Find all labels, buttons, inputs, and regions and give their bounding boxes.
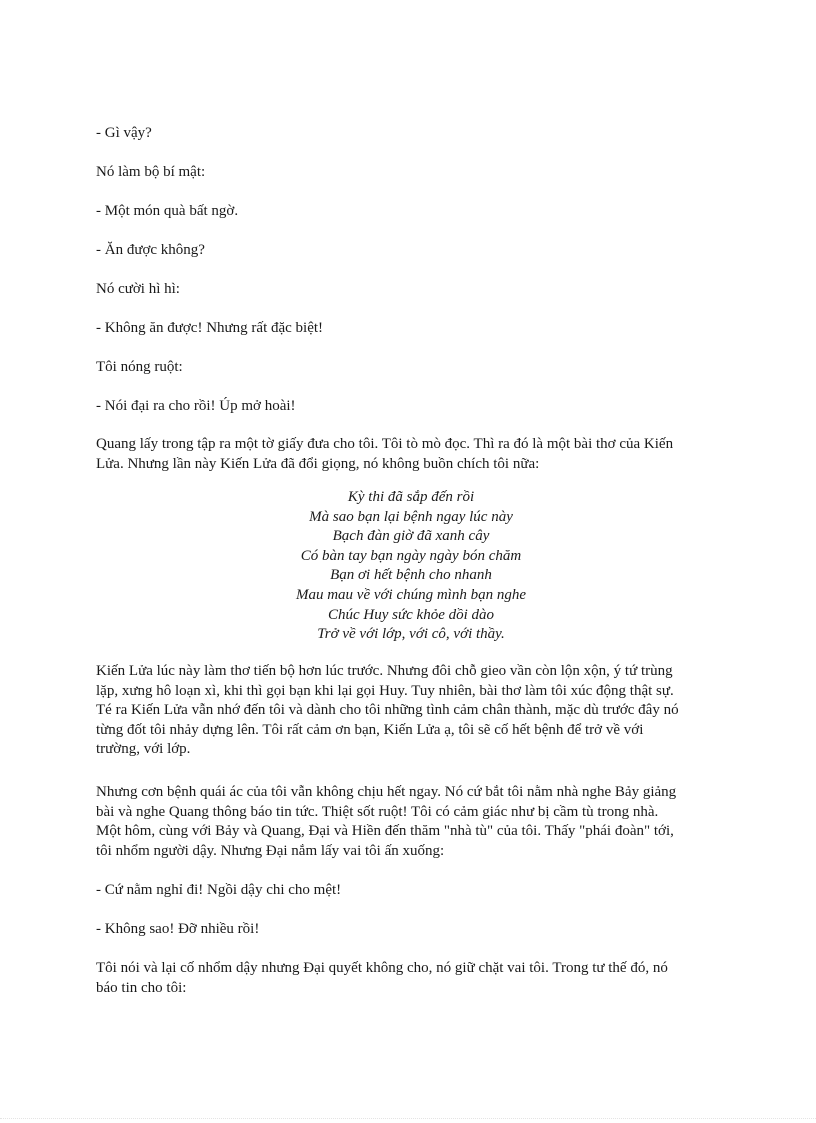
poem-line: Bạch đàn giờ đã xanh cây xyxy=(332,528,490,545)
paragraph-line: tôi nhổm người dậy. Nhưng Đại nắm lấy vai tôi ấn xuống: xyxy=(96,842,445,859)
paragraph-line: trường, với lớp. xyxy=(96,741,191,758)
dialogue-line: - Ăn được không? xyxy=(96,242,205,258)
paragraph xyxy=(96,435,726,474)
page-edge-divider xyxy=(0,1118,816,1119)
paragraph-line: Quang lấy trong tập ra một tờ giấy đưa cho tôi. Tôi tò mò đọc. Thì ra đó là một bài thơ của Kiến xyxy=(96,436,674,452)
paragraph-line: Kiến Lửa lúc này làm thơ tiến bộ hơn lúc trước. Nhưng đôi chỗ gieo vần còn lộn xộn, ý tứ trùng xyxy=(96,663,673,679)
poem-line: Có bàn tay bạn ngày ngày bón chăm xyxy=(300,547,522,564)
poem-line: Mà sao bạn lại bệnh ngay lúc này xyxy=(309,508,513,525)
poem xyxy=(96,488,726,645)
poem-line: Chúc Huy sức khỏe dồi dào xyxy=(327,606,495,623)
dialogue-line: - Nói đại ra cho rồi! Úp mở hoài! xyxy=(96,398,296,414)
poem-line: Bạn ơi hết bệnh cho nhanh xyxy=(330,567,492,584)
poem-line: Mau mau về với chúng mình bạn nghe xyxy=(295,586,527,603)
paragraph-line: Tôi nói và lại cố nhổm dậy nhưng Đại quyết không cho, nó giữ chặt vai tôi. Trong tư thế đó, nó xyxy=(96,960,668,976)
dialogue-line: - Không ăn được! Nhưng rất đặc biệt! xyxy=(96,320,324,336)
paragraph-line: Một hôm, cùng với Bảy và Quang, Đại và Hiền đến thăm "nhà tù" của tôi. Thấy "phái đoàn" tới, xyxy=(96,823,674,840)
paragraph xyxy=(96,662,726,760)
paragraph-line: bài và nghe Quang thông báo tin tức. Thiệt sốt ruột! Tôi có cảm giác như bị cầm tù trong nhà. xyxy=(96,803,659,820)
dialogue-line: - Một món quà bất ngờ. xyxy=(96,203,239,219)
paragraph-line: Nhưng cơn bệnh quái ác của tôi vẫn không chịu hết ngay. Nó cứ bắt tôi nằm nhà nghe Bảy giảng xyxy=(96,784,677,800)
paragraph-line: báo tin cho tôi: xyxy=(96,979,187,996)
paragraph-line: Té ra Kiến Lửa vẫn nhớ đến tôi và dành cho tôi những tình cảm chân thành, mặc dù trước đây nó xyxy=(96,702,679,719)
paragraph-line: lặp, xưng hô loạn xì, khi thì gọi bạn khi lại gọi Huy. Tuy nhiên, bài thơ làm tôi xúc động thật sự. xyxy=(96,682,674,699)
paragraph-line: Lửa. Nhưng lần này Kiến Lửa đã đổi giọng, nó không buồn chích tôi nữa: xyxy=(96,455,540,472)
poem-line: Kỳ thi đã sắp đến rồi xyxy=(347,489,475,505)
narration-line: Tôi nóng ruột: xyxy=(96,359,183,375)
dialogue-line: - Cứ nằm nghỉ đi! Ngồi dậy chi cho mệt! xyxy=(96,882,342,898)
paragraph xyxy=(96,959,726,998)
dialogue-line: - Gì vậy? xyxy=(96,125,152,141)
narration-line: Nó cười hì hì: xyxy=(96,281,180,297)
paragraph xyxy=(96,783,726,861)
paragraph-line: từng đốt tôi nhảy dựng lên. Tôi rất cảm ơn bạn, Kiến Lửa ạ, tôi sẽ cố hết bệnh để trở về với xyxy=(96,721,644,738)
dialogue-line: - Không sao! Đỡ nhiều rồi! xyxy=(96,921,260,937)
narration-line: Nó làm bộ bí mật: xyxy=(96,164,206,180)
poem-line: Trở về với lớp, với cô, với thầy. xyxy=(317,626,505,643)
